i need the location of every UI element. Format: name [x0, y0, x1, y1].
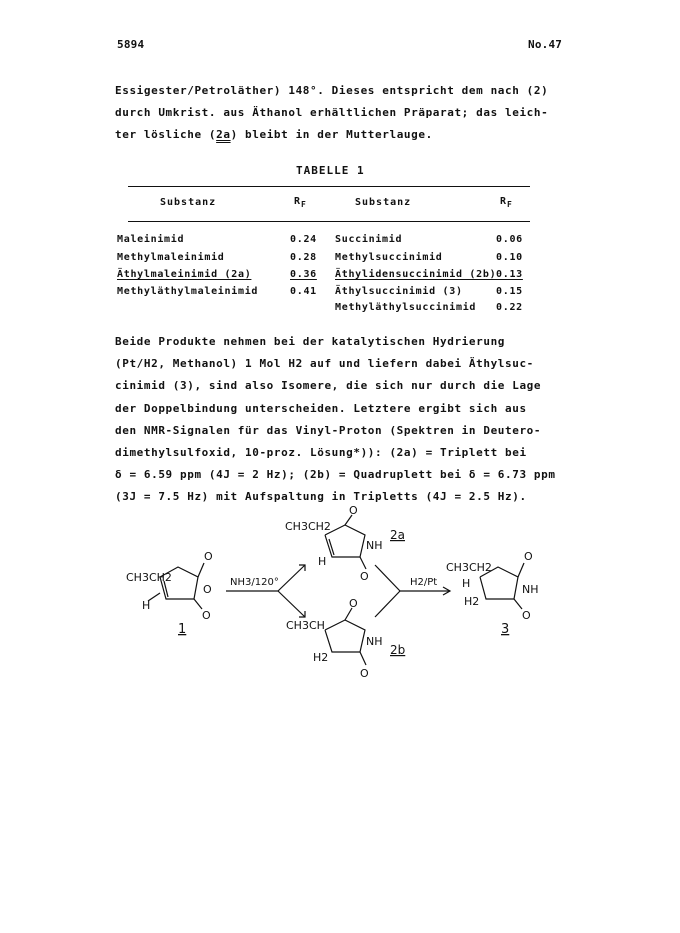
intro-line-3 [115, 124, 575, 146]
intro-line-3b: ) bleibt in der Mutterlauge. [230, 128, 433, 141]
table-cell-right-name-3: Äthylsuccinimid (3) [335, 286, 463, 297]
atom-h-1: H [142, 599, 151, 612]
atom-h2-3: H2 [464, 595, 480, 608]
reagent-1: NH3/120° [230, 577, 279, 588]
reaction-scheme [120, 505, 560, 680]
table-cell-right-name-2: Äthylidensuccinimid (2b) [335, 269, 497, 280]
label-1: 1 [178, 622, 187, 637]
table-title: TABELLE 1 [296, 164, 365, 177]
atom-h-2a: H [318, 555, 327, 568]
body-line-5: den NMR-Signalen für das Vinyl-Proton (Spektren in Deutero- [115, 423, 542, 437]
intro-line-2: durch Umkrist. aus Äthanol erhältlichen Präparat; das leich- [115, 106, 549, 119]
table-cell-right-rf-2: 0.13 [496, 269, 523, 280]
header-substanz-right: Substanz [355, 197, 412, 208]
label-2a: 2a [390, 528, 405, 542]
body-line-6: dimethylsulfoxid, 10-proz. Lösung*)): (2a) = Triplett bei [115, 446, 527, 460]
intro-paragraph [115, 80, 575, 146]
table-cell-left-rf-1: 0.28 [290, 252, 317, 263]
table-cell-left-name-3: Methyläthylmaleinimid [117, 286, 259, 297]
atom-h-3: H [462, 577, 471, 590]
body-line-7: δ = 6.59 ppm (4J = 2 Hz); (2b) = Quadruplett bei δ = 6.73 ppm [115, 468, 556, 482]
group-ethyl-3: CH3CH2 [446, 561, 492, 574]
table-cell-left-rf-2: 0.36 [290, 269, 317, 280]
group-ethyl-1: CH3CH2 [126, 571, 172, 584]
atom-o-2b-top: O [349, 597, 358, 610]
body-paragraph [115, 331, 575, 509]
body-line-2: (Pt/H2, Methanol) 1 Mol H2 auf und liefern dabei Äthylsuc- [115, 357, 534, 371]
header-rf-left: $R_F$ [294, 196, 307, 209]
table-cell-left-name-1: Methylmaleinimid [117, 252, 225, 263]
table-cell-right-name-0: Succinimid [335, 234, 403, 245]
ring-2a [325, 525, 365, 557]
table-top-rule [128, 186, 530, 187]
table-cell-left-rf-3: 0.41 [290, 286, 317, 297]
body-line-8: (3J = 7.5 Hz) mit Aufspaltung in Tripletts (4J = 2.5 Hz). [115, 490, 527, 504]
atom-o-1c: O [202, 609, 211, 622]
issue-number: No.47 [528, 38, 563, 51]
atom-o-2b-bottom: O [360, 667, 369, 680]
table-cell-left-name-0: Maleinimid [117, 234, 185, 245]
table-cell-right-rf-0: 0.06 [496, 234, 523, 245]
atom-o-1a: O [204, 550, 213, 563]
group-ethylidene-2b: CH3CH [286, 619, 325, 632]
body-line-3: cinimid (3), sind also Isomere, die sich nur durch die Lage [115, 379, 542, 393]
label-3: 3 [501, 622, 510, 637]
atom-o-3b: O [522, 609, 531, 622]
intro-line-3a: ter lösliche ( [115, 128, 217, 141]
table-cell-right-name-4: Methyläthylsuccinimid [335, 302, 477, 313]
body-line-1: Beide Produkte nehmen bei der katalytischen Hydrierung [115, 335, 506, 348]
reagent-2: H2/Pt [410, 577, 438, 588]
atom-o-3a: O [524, 550, 533, 563]
header-rf-right: $R_F$ [500, 196, 513, 209]
label-2b: 2b [390, 643, 406, 657]
page-number: 5894 [117, 38, 145, 51]
atom-nh-3: NH [522, 583, 539, 596]
table-cell-left-rf-0: 0.24 [290, 234, 317, 245]
atom-o-1b: O [203, 583, 212, 596]
header-substanz-left: Substanz [160, 197, 217, 208]
intro-line-1: Essigester/Petroläther) 148°. Dieses entspricht dem nach (2) [115, 84, 549, 97]
atom-nh-2a: NH [366, 539, 383, 552]
group-ethyl-2a: CH3CH2 [285, 520, 331, 533]
table-mid-rule [128, 221, 530, 222]
table-cell-right-rf-4: 0.22 [496, 302, 523, 313]
table-cell-left-name-2: Äthylmaleinimid (2a) [117, 269, 252, 280]
table-cell-right-rf-3: 0.15 [496, 286, 523, 297]
atom-o-2a-top: O [349, 505, 358, 517]
table-cell-right-name-1: Methylsuccinimid [335, 252, 443, 263]
body-line-4: der Doppelbindung unterscheiden. Letztere ergibt sich aus [115, 401, 527, 415]
compound-ref-2a: 2a [216, 128, 231, 141]
atom-nh-2b: NH [366, 635, 383, 648]
atom-h2-2b: H2 [313, 651, 329, 664]
table-cell-right-rf-1: 0.10 [496, 252, 523, 263]
ring-2b [325, 620, 365, 652]
atom-o-2a-bottom: O [360, 570, 369, 583]
